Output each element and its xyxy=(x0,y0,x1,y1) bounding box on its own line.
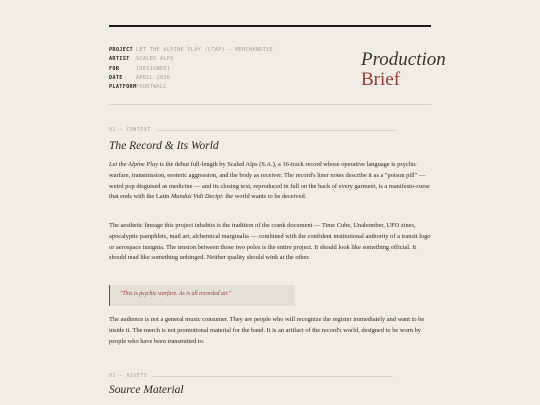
paragraph-lineage: The aesthetic lineage this project inhabits is the tradition of the crank document — Time Cube, Unabomber, UFO zines, apocalyptic pamphlets, mail art, alchemical marginalia — combined with the confident institutional authority of a transit logo or aerospace insignia. The tension between those two poles is the entire project. It should look like something official. It should read like something unhinged. Neither quality should wink at the other. xyxy=(109,222,431,262)
pull-quote-text: "This is psychic warfare. As is all recorded air." xyxy=(120,291,232,297)
meta-value: LET THE ALPINE PLAY (LTAP) — MERCHANDISE xyxy=(136,47,273,53)
meta-key: PLATFORM xyxy=(109,84,137,91)
meta-key: DATE xyxy=(109,74,123,81)
meta-key: PROJECT xyxy=(109,47,133,53)
meta-value: APRIL 2026 xyxy=(136,74,171,81)
meta-row-date xyxy=(109,74,273,83)
meta-row-project xyxy=(109,46,273,55)
paragraph-intro xyxy=(109,160,431,203)
section-label-rule xyxy=(157,130,397,131)
paragraph-audience: The audience is not a general music consumer. They are people who will recognize the register immediately and want to be inside it. The merch is not promotional material for the band. It is an artifact of the record's world, designed to be worn by people who have been transmitted to. xyxy=(109,316,425,345)
section-label-rule xyxy=(153,376,393,377)
brief-heading-line1: Production xyxy=(361,49,446,70)
meta-row-for xyxy=(109,65,273,74)
record-title: Let the Alpine Play xyxy=(109,161,159,168)
latin-phrase: Mundus Vult Decipi xyxy=(170,193,222,201)
section-label-text: 02 — ASSETS xyxy=(109,374,148,379)
header-divider xyxy=(109,104,431,105)
meta-key: FOR xyxy=(109,65,120,72)
brief-heading xyxy=(361,50,446,90)
paragraph-text: : the world wants to be deceived. xyxy=(221,193,307,201)
top-rule xyxy=(109,25,431,27)
meta-value: SCALED ALPS xyxy=(136,56,174,63)
section-title-context: The Record & Its World xyxy=(109,140,219,152)
section-title-assets: Source Material xyxy=(109,384,184,396)
meta-value: FOORTWALL xyxy=(136,84,167,91)
section-label-context xyxy=(109,128,397,133)
meta-block xyxy=(109,46,273,92)
meta-row-platform xyxy=(109,83,273,92)
meta-key: ARTIST xyxy=(109,56,130,63)
section-label-assets xyxy=(109,374,393,379)
paragraph-text: is the debut full-length by Scaled Alps (S.A.), a 16-track record whose operative language is psychic warfare, transmission, esoteric aggression, and the body as receiver. The record's liner notes describe it as a "poison pill" — weird pop disguised as medicine — and its closing text, reproduced in full on the back of every garment, is a manifesto-curse that ends with the Latin xyxy=(109,161,430,201)
meta-row-artist xyxy=(109,55,273,64)
section-label-text: 01 — CONTEXT xyxy=(109,128,151,133)
meta-value: [DESIGNER] xyxy=(136,65,171,72)
pull-quote xyxy=(109,285,295,306)
brief-heading-line2: Brief xyxy=(361,69,401,90)
